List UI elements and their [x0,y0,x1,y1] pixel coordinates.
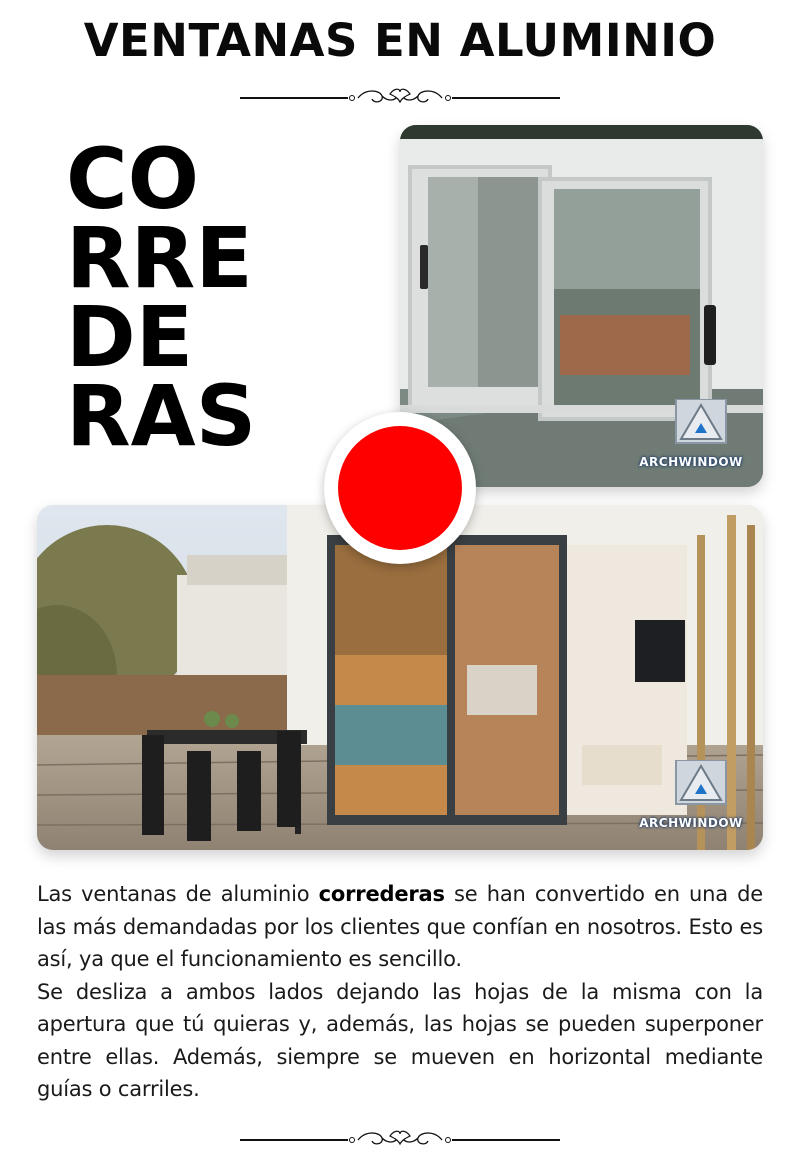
red-circle-badge [324,412,476,564]
headline-line: DE [66,288,194,386]
headline-line: RAS [66,367,257,465]
logo-wordmark: ARCHWINDOW [639,455,743,469]
paragraph-2: Se desliza a ambos lados dejando las hojas de la misma con la apertura que tú quieras y, además, las hojas se pueden superponer entre ellas. Además, siempre se mueven en horizontal mediante guías o carriles. [37,979,763,1101]
ornament-divider-top [240,86,560,110]
ornament-divider-bottom [240,1128,560,1152]
paragraph-1 [37,878,763,976]
paragraph-1-end: se han convertido en una de las más demandadas por los clientes que confían en nosotros. Esto es así, ya que el funcionamiento es sencillo. [37,882,764,971]
archwindow-logo [631,760,751,840]
archwindow-logo [631,399,751,479]
description-text [37,878,763,1106]
headline-line: CO [66,130,200,228]
red-circle [338,426,462,550]
paragraph-1-bold: correderas [318,882,445,906]
headline-correderas [66,130,257,465]
photo-white-sliding-window [400,125,763,487]
paragraph-1-start: Las ventanas de aluminio [37,882,319,906]
headline-line: RRE [66,209,253,307]
logo-wordmark: ARCHWINDOW [639,816,743,830]
page-title: VENTANAS EN ALUMINIO [83,14,717,67]
